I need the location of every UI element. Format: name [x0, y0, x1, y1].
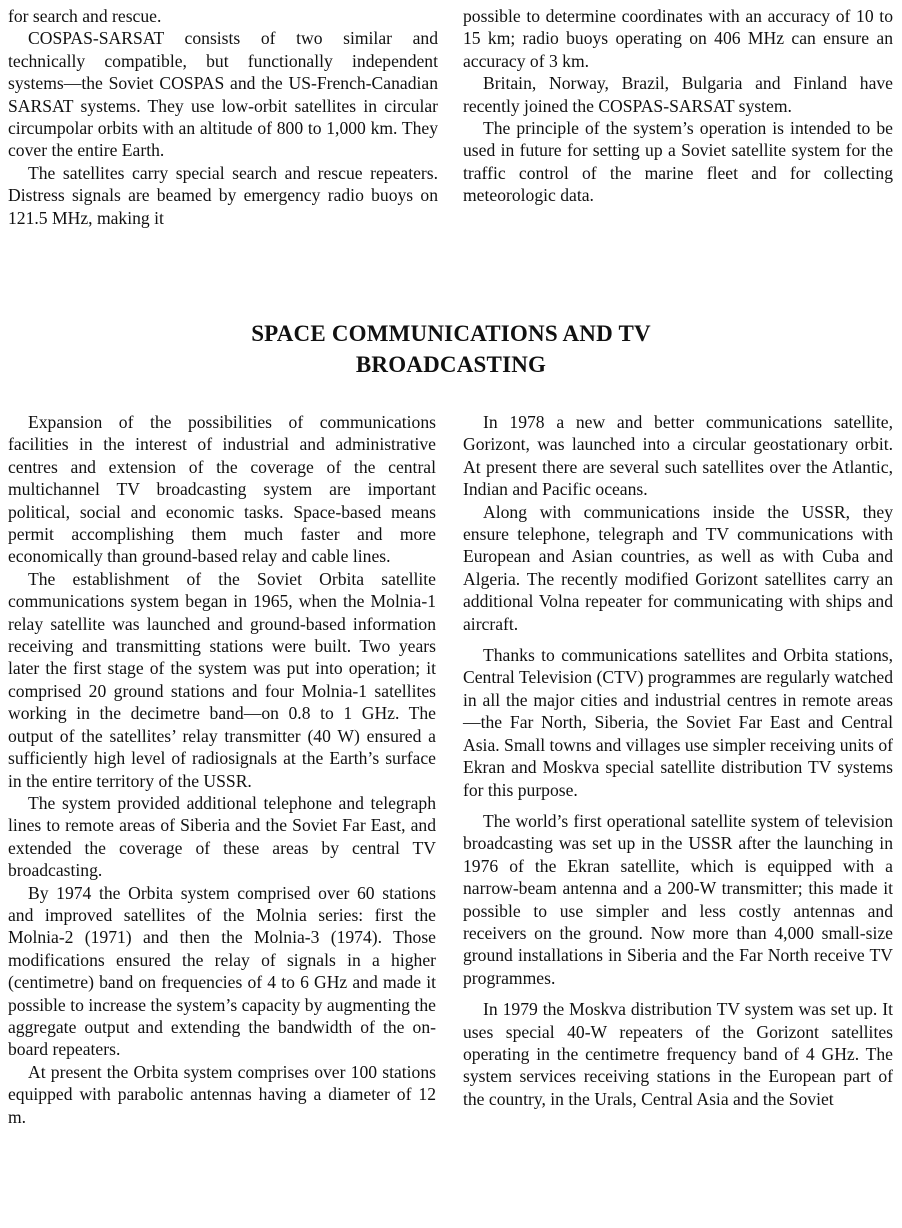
paragraph: By 1974 the Orbita system comprised over 60 stations and improved satellites of the Molnia series: first the Molnia-2 (1971) and then the Molnia-3 (1974). Those modifications ensured the relay of signals in a higher (centimetre) band on frequencies of 4 to 6 GHz and made it possible to increase the system’s capacity by augmenting the aggregate output and extending the bandwidth of the on-board repeaters.	[8, 882, 436, 1060]
paragraph: Expansion of the possibilities of communications facilities in the interest of industrial and administrative centres and extension of the coverage of the central multichannel TV broadcasting system are important political, social and economic tasks. Space-based means permit accomplishing them much faster and more economically than ground-based relay and cable lines.	[8, 412, 436, 567]
bottom-right-column	[463, 411, 893, 1110]
paragraph: At present the Orbita system comprises over 100 stations equipped with parabolic antennas having a diameter of 12 m.	[8, 1061, 436, 1127]
paragraph: In 1979 the Moskva distribution TV system was set up. It uses special 40-W repeaters of the Gorizont satellites operating in the centimetre frequency band of 4 GHz. The system services receiving stations in the European part of the country, in the Urals, Central Asia and the Soviet	[463, 999, 893, 1109]
paragraph: COSPAS-SARSAT consists of two similar and technically compatible, but functionally independent systems—the Soviet COSPAS and the US-French-Canadian SARSAT systems. They use low-orbit satellites in circular circumpolar orbits with an altitude of 800 to 1,000 km. They cover the entire Earth.	[8, 28, 438, 161]
paragraph: In 1978 a new and better communications satellite, Gorizont, was launched into a circular geostationary orbit. At present there are several such satellites over the Atlantic, Indian and Pacific oceans.	[463, 412, 893, 500]
top-right-column	[463, 5, 893, 207]
paragraph: The satellites carry special search and rescue repeaters. Distress signals are beamed by emergency radio buoys on 121.5 MHz, making it	[8, 162, 438, 228]
paragraph: The establishment of the Soviet Orbita satellite communications system began in 1965, when the Molnia-1 relay satellite was launched and ground-based information receiving and transmitting stations were built. Two years later the first stage of the system was put into operation; it comprised 20 ground stations and four Molnia-1 satellites working in the decimetre band—on 0.8 to 1 GHz. The output of the satellites’ relay transmitter (40 W) ensured a sufficiently high level of radiosignals at the Earth’s surface in the entire territory of the USSR.	[8, 568, 436, 791]
bottom-left-column	[8, 411, 436, 1128]
paragraph: Along with communications inside the USSR, they ensure telephone, telegraph and TV communications with European and Asian countries, as well as with Cuba and Algeria. The recently modified Gorizont satellites carry an additional Volna repeater for communicating with ships and aircraft.	[463, 501, 893, 634]
paragraph: possible to determine coordinates with an accuracy of 10 to 15 km; radio buoys operating on 406 MHz can ensure an accuracy of 3 km.	[463, 6, 893, 71]
paragraph: Britain, Norway, Brazil, Bulgaria and Finland have recently joined the COSPAS-SARSAT system.	[463, 73, 893, 116]
paragraph: The system provided additional telephone and telegraph lines to remote areas of Siberia and the Soviet Far East, and extended the coverage of these areas by central TV broadcasting.	[8, 792, 436, 881]
paragraph: Thanks to communications satellites and Orbita stations, Central Television (CTV) programmes are regularly watched in all the major cities and industrial centres in remote areas—the Far North, Siberia, the Soviet Far East and Central Asia. Small towns and villages use simpler receiving units of Ekran and Moskva special satellite distribution TV systems for this purpose.	[463, 645, 893, 800]
paragraph: The principle of the system’s operation is intended to be used in future for setting up a Soviet satellite system for the traffic control of the marine fleet and for collecting meteorologic data.	[463, 118, 893, 206]
paragraph: for search and rescue.	[8, 6, 162, 26]
section-title	[0, 318, 902, 380]
section-title-line: BROADCASTING	[355, 352, 547, 377]
top-left-column	[8, 5, 438, 229]
paragraph: The world’s first operational satellite system of television broadcasting was set up in the USSR after the launching in 1976 of the Ekran satellite, which is equipped with a narrow-beam antenna and a 200-W transmitter; this made it possible to use simpler and less costly antennas and receivers on the ground. Now more than 4,000 small-size ground installations in Siberia and the Far North receive TV programmes.	[463, 810, 893, 988]
section-title-line: SPACE COMMUNICATIONS AND TV	[251, 321, 651, 346]
